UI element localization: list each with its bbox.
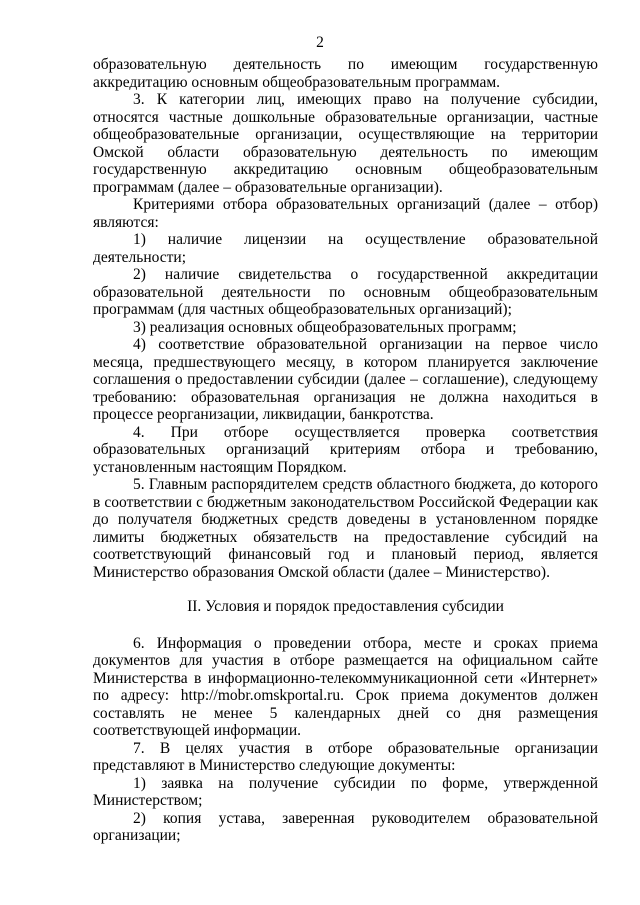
- criteria-item-1: 1) наличие лицензии на осуществление образовательной деятельности;: [93, 231, 598, 266]
- criteria-item-3: 3) реализация основных общеобразовательных программ;: [133, 318, 517, 336]
- paragraph-item-5: 5. Главным распорядителем средств областного бюджета, до которого в соответствии с бюджетным законодательством Российской Федерации как до получателя бюджетных средств доведены в установленном порядке лимиты бюджетных обязательств на предоставление субсидий на соответствующий финансовый год и плановый период, является Министерство образования Омской области (далее – Министерство).: [93, 476, 598, 581]
- paragraph-item-3: 3. К категории лиц, имеющих право на получение субсидии, относятся частные дошкольные образовательные организации, частные общеобразовательные организации, осуществляющие на территории Омской области образовательную деятельность по имеющим государственную аккредитацию основным общеобразовательным программам (далее – образовательные организации).: [93, 91, 598, 196]
- paragraph-item-6: 6. Информация о проведении отбора, месте и сроках приема документов для участия в отборе размещается на официальном сайте Министерства в информационно-телекоммуникационной сети «Интернет» по адресу: http://mobr.omskportal.ru. Срок приема документов должен составлять не менее 5 календарных дней со дня размещения соответствующей информации.: [93, 634, 598, 739]
- paragraph-criteria-intro: Критериями отбора образовательных организаций (далее – отбор) являются:: [93, 196, 598, 231]
- paragraph-item-4: 4. При отборе осуществляется проверка соответствия образовательных организаций критериям отбора и требованию, установленным настоящим Порядком.: [93, 423, 598, 476]
- document-list-item-2: 2) копия устава, заверенная руководителем образовательной организации;: [93, 809, 598, 844]
- criteria-item-4: 4) соответствие образовательной организации на первое число месяца, предшествующего месяцу, в котором планируется заключение соглашения о предоставлении субсидии (далее – соглашение), следующему требованию: образовательная организация не должна находиться в процессе реорганизации, ликвидации, банкротства.: [93, 336, 598, 423]
- criteria-item-2: 2) наличие свидетельства о государственной аккредитации образовательной деятельности по основным общеобразовательным программам (для частных общеобразовательных организаций);: [93, 266, 598, 318]
- paragraph-item-7: 7. В целях участия в отборе образовательные организации представляют в Министерство следующие документы:: [93, 739, 598, 774]
- section-heading: II. Условия и порядок предоставления субсидии: [187, 598, 504, 615]
- page-number: 2: [316, 34, 324, 51]
- paragraph-continuation: образовательную деятельность по имеющим государственную аккредитацию основным общеобразовательным программам.: [93, 56, 598, 91]
- document-body: [93, 56, 598, 845]
- document-list-item-1: 1) заявка на получение субсидии по форме, утвержденной Министерством;: [93, 774, 598, 809]
